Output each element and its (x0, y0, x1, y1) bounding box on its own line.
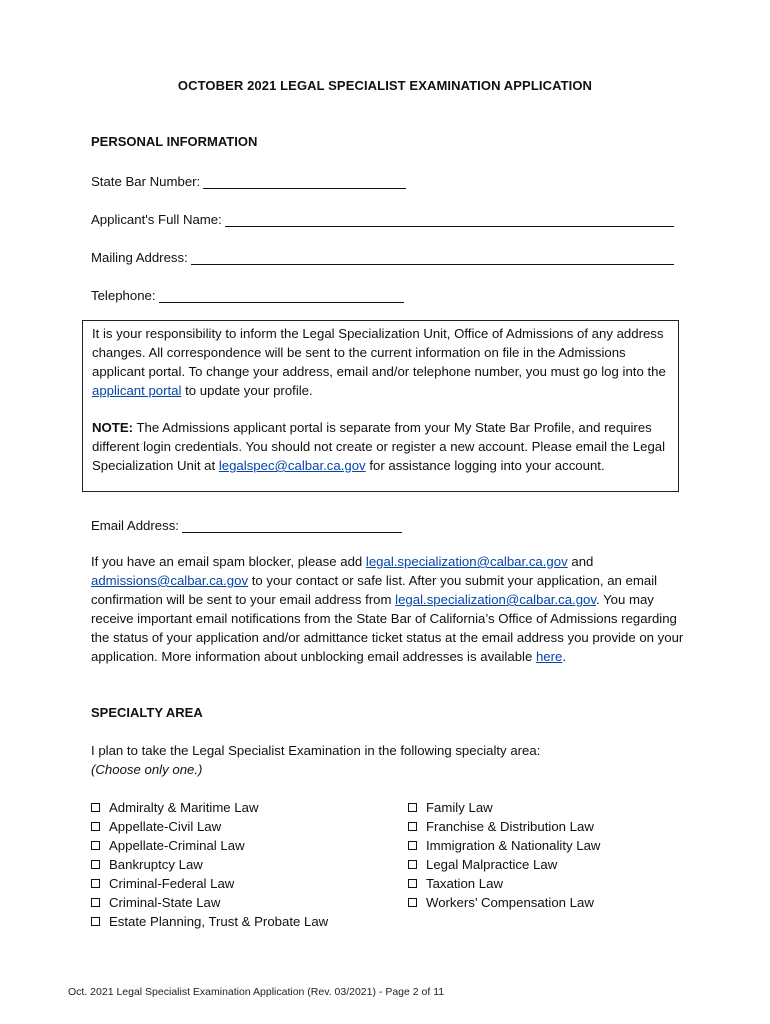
checkbox[interactable] (408, 879, 417, 888)
specialty-option[interactable] (408, 893, 600, 912)
applicant-portal-link[interactable]: applicant portal (92, 383, 182, 398)
option-label: Criminal-Federal Law (109, 876, 235, 891)
specialty-option[interactable] (408, 817, 600, 836)
specialty-intro-text: I plan to take the Legal Specialist Examination in the following specialty area: (91, 743, 541, 758)
state-bar-number-field[interactable] (91, 169, 406, 189)
option-label: Taxation Law (426, 876, 503, 891)
specialty-option[interactable] (91, 855, 328, 874)
telephone-line[interactable] (159, 288, 404, 303)
checkbox[interactable] (91, 803, 100, 812)
specialty-option[interactable] (91, 836, 328, 855)
checkbox[interactable] (91, 860, 100, 869)
full-name-label: Applicant's Full Name: (91, 212, 222, 227)
note-text: The Admissions applicant portal is separate from your My State Bar Profile, and requires different login credentials. You should not create or register a new account. Please email the Legal Specialization Unit at (92, 420, 666, 473)
document-title: OCTOBER 2021 LEGAL SPECIALIST EXAMINATION APPLICATION (177, 78, 593, 93)
specialty-options-right (408, 798, 600, 912)
option-label: Immigration & Nationality Law (426, 838, 601, 853)
mailing-address-line[interactable] (191, 250, 674, 265)
spam-blocker-paragraph (91, 552, 686, 666)
state-bar-number-label: State Bar Number: (91, 174, 201, 189)
specialty-option[interactable] (91, 817, 328, 836)
specialty-option[interactable] (91, 893, 328, 912)
specialty-area-heading: SPECIALTY AREA (91, 705, 203, 720)
checkbox[interactable] (91, 898, 100, 907)
option-label: Criminal-State Law (109, 895, 221, 910)
checkbox[interactable] (408, 822, 417, 831)
spam-text-2: and (567, 554, 594, 569)
option-label: Bankruptcy Law (109, 857, 203, 872)
telephone-field[interactable] (91, 283, 404, 303)
specialty-options-left (91, 798, 328, 931)
option-label: Appellate-Criminal Law (109, 838, 245, 853)
legalspec-email-link[interactable]: legalspec@calbar.ca.gov (218, 458, 366, 473)
full-name-line[interactable] (225, 212, 674, 227)
address-notice-box (82, 320, 679, 492)
mailing-address-field[interactable] (91, 245, 674, 265)
spam-text-1: If you have an email spam blocker, please add (91, 554, 366, 569)
specialty-instruction: (Choose only one.) (91, 762, 203, 777)
telephone-label: Telephone: (91, 288, 156, 303)
checkbox[interactable] (408, 803, 417, 812)
option-label: Workers’ Compensation Law (426, 895, 594, 910)
legal-specialization-email-link[interactable]: legal.specialization@calbar.ca.gov (365, 554, 568, 569)
spam-text-5: . (562, 649, 567, 664)
checkbox[interactable] (91, 879, 100, 888)
specialty-option[interactable] (408, 836, 600, 855)
specialty-option[interactable] (91, 798, 328, 817)
specialty-intro (91, 741, 686, 779)
specialty-option[interactable] (408, 798, 600, 817)
notice-text: It is your responsibility to inform the Legal Specialization Unit, Office of Admissions of any address changes. All correspondence will be sent to the current information on file in the Admissions applicant portal. To change your address, email and/or telephone number, you must go log into the (92, 326, 666, 379)
spam-text-3: to your contact or safe list. After you submit your application, an email confirmation will be sent to your email address from (91, 573, 658, 607)
page-footer: Oct. 2021 Legal Specialist Examination Application (Rev. 03/2021) - Page 2 of 11 (68, 986, 445, 998)
specialty-option[interactable] (91, 912, 328, 931)
checkbox[interactable] (408, 860, 417, 869)
note-paragraph (92, 418, 669, 475)
admissions-email-link[interactable]: admissions@calbar.ca.gov (91, 573, 249, 588)
unblocking-info-link[interactable]: here (535, 649, 563, 664)
legal-specialization-email-link-2[interactable]: legal.specialization@calbar.ca.gov (395, 592, 596, 607)
checkbox[interactable] (91, 917, 100, 926)
option-label: Legal Malpractice Law (426, 857, 558, 872)
state-bar-number-line[interactable] (203, 174, 406, 189)
checkbox[interactable] (91, 841, 100, 850)
checkbox[interactable] (408, 898, 417, 907)
personal-information-heading: PERSONAL INFORMATION (91, 134, 258, 149)
notice-text-end: to update your profile. (181, 383, 313, 398)
email-address-field[interactable] (91, 513, 402, 533)
option-label: Appellate-Civil Law (109, 819, 222, 834)
option-label: Admiralty & Maritime Law (109, 800, 259, 815)
mailing-address-label: Mailing Address: (91, 250, 188, 265)
email-address-label: Email Address: (91, 518, 179, 533)
specialty-option[interactable] (408, 874, 600, 893)
specialty-option[interactable] (91, 874, 328, 893)
note-label: NOTE: (92, 420, 134, 435)
note-text-end: for assistance logging into your account. (365, 458, 605, 473)
option-label: Family Law (426, 800, 493, 815)
checkbox[interactable] (91, 822, 100, 831)
spam-text-4: . You may receive important email notifications from the State Bar of California’s Office of Admissions regarding the status of your application and/or admittance ticket status at the email address you provide on your application. More information about unblocking email addresses is available (91, 592, 684, 664)
specialty-option[interactable] (408, 855, 600, 874)
option-label: Estate Planning, Trust & Probate Law (109, 914, 329, 929)
email-address-line[interactable] (182, 518, 402, 533)
checkbox[interactable] (408, 841, 417, 850)
full-name-field[interactable] (91, 207, 674, 227)
option-label: Franchise & Distribution Law (426, 819, 594, 834)
notice-paragraph (92, 324, 669, 400)
